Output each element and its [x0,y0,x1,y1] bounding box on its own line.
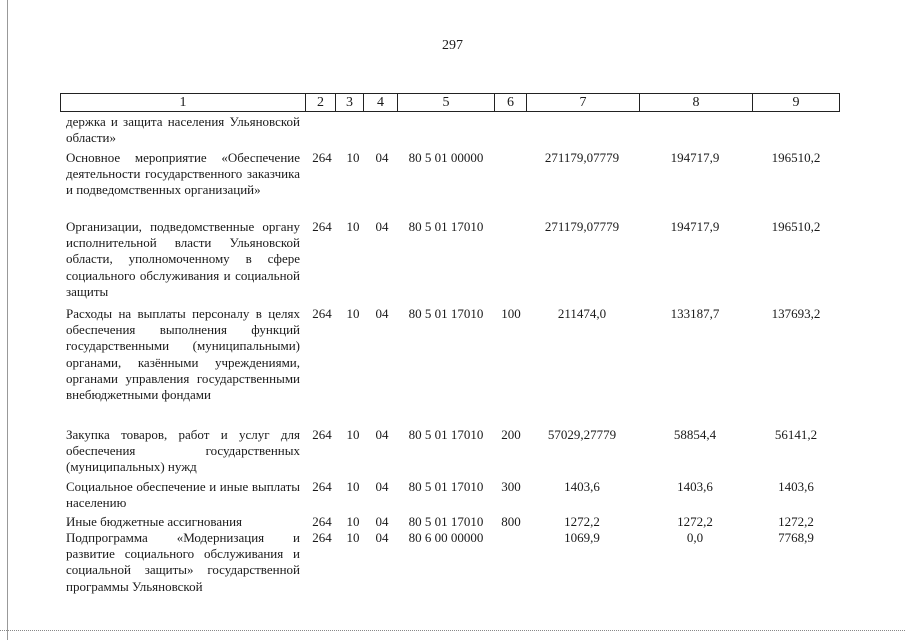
cell-amount-2: 194717,9 [670,219,720,234]
header-col-3: 3 [335,94,363,111]
cell-amount-3: 56141,2 [774,427,818,442]
cell-ministry: 264 [312,150,332,165]
cell-section: 10 [346,514,360,529]
header-col-2: 2 [305,94,335,111]
page-number: 297 [442,38,463,53]
cell-amount-1: 271179,07779 [544,150,620,165]
header-col-4: 4 [363,94,397,111]
cell-amount-3: 1272,2 [778,514,814,529]
row-name: Социальное обеспечение и иные выплаты населению [66,479,300,511]
cell-amount-2: 133187,7 [670,306,720,321]
row-name: Закупка товаров, работ и услуг для обеспечения государственных (муниципальных) нужд [66,427,300,475]
row-name: Организации, подведомственные органу исполнительной власти Ульяновской области, уполномоченному в сфере социального обслуживания и социальной защиты [66,219,300,299]
cell-target-article: 80 5 01 00000 [408,150,484,165]
cell-ministry: 264 [312,479,332,494]
cell-amount-2: 1403,6 [677,479,713,494]
cell-ministry: 264 [312,219,332,234]
cell-amount-1: 271179,07779 [544,219,620,234]
cell-amount-2: 0,0 [686,530,704,545]
cell-target-article: 80 5 01 17010 [408,306,484,321]
cell-subsection: 04 [375,479,389,494]
cell-ministry: 264 [312,306,332,321]
header-col-8: 8 [639,94,752,111]
cell-expense-type: 800 [501,514,521,529]
cell-section: 10 [346,219,360,234]
cell-target-article: 80 5 01 17010 [408,427,484,442]
cell-section: 10 [346,479,360,494]
row-name: Основное мероприятие «Обеспечение деятельности государственного заказчика и подведомственных организаций» [66,150,300,198]
cell-amount-3: 196510,2 [771,219,821,234]
cell-subsection: 04 [375,150,389,165]
cell-subsection: 04 [375,219,389,234]
cell-section: 10 [346,150,360,165]
cell-ministry: 264 [312,530,332,545]
header-col-6: 6 [494,94,526,111]
header-col-5: 5 [397,94,494,111]
cell-expense-type: 300 [501,479,521,494]
row-name: держка и защита населения Ульяновской области» [66,114,300,146]
cell-amount-2: 1272,2 [677,514,713,529]
header-col-9: 9 [752,94,839,111]
page-bottom-edge [0,630,905,632]
cell-amount-3: 137693,2 [771,306,821,321]
cell-amount-3: 196510,2 [771,150,821,165]
row-name: Подпрограмма «Модернизация и развитие социального обслуживания и социальной защиты» государственной программы Ульяновской [66,530,300,594]
cell-amount-1: 1069,9 [564,530,600,545]
cell-ministry: 264 [312,514,332,529]
cell-target-article: 80 5 01 17010 [408,514,484,529]
header-col-7: 7 [526,94,639,111]
row-name: Иные бюджетные ассигнования [66,514,243,529]
cell-subsection: 04 [375,427,389,442]
cell-amount-2: 58854,4 [673,427,717,442]
cell-subsection: 04 [375,306,389,321]
row-name: Расходы на выплаты персоналу в целях обеспечения выполнения функций государственными (муниципальными) органами, казёнными учреждениями, органами управления государственными внебюджетными фондами [66,306,300,403]
cell-section: 10 [346,306,360,321]
cell-target-article: 80 5 01 17010 [408,219,484,234]
cell-expense-type: 200 [501,427,521,442]
cell-section: 10 [346,427,360,442]
page-left-edge [7,0,8,640]
table-header [60,93,840,112]
cell-amount-1: 57029,27779 [547,427,617,442]
cell-section: 10 [346,530,360,545]
cell-expense-type: 100 [501,306,521,321]
cell-amount-3: 7768,9 [778,530,814,545]
cell-amount-1: 1403,6 [564,479,600,494]
header-col-1: 1 [179,95,187,110]
cell-subsection: 04 [375,530,389,545]
cell-target-article: 80 5 01 17010 [408,479,484,494]
cell-amount-1: 211474,0 [557,306,607,321]
cell-amount-2: 194717,9 [670,150,720,165]
cell-subsection: 04 [375,514,389,529]
cell-ministry: 264 [312,427,332,442]
cell-amount-3: 1403,6 [778,479,814,494]
cell-target-article: 80 6 00 00000 [408,530,484,545]
cell-amount-1: 1272,2 [564,514,600,529]
